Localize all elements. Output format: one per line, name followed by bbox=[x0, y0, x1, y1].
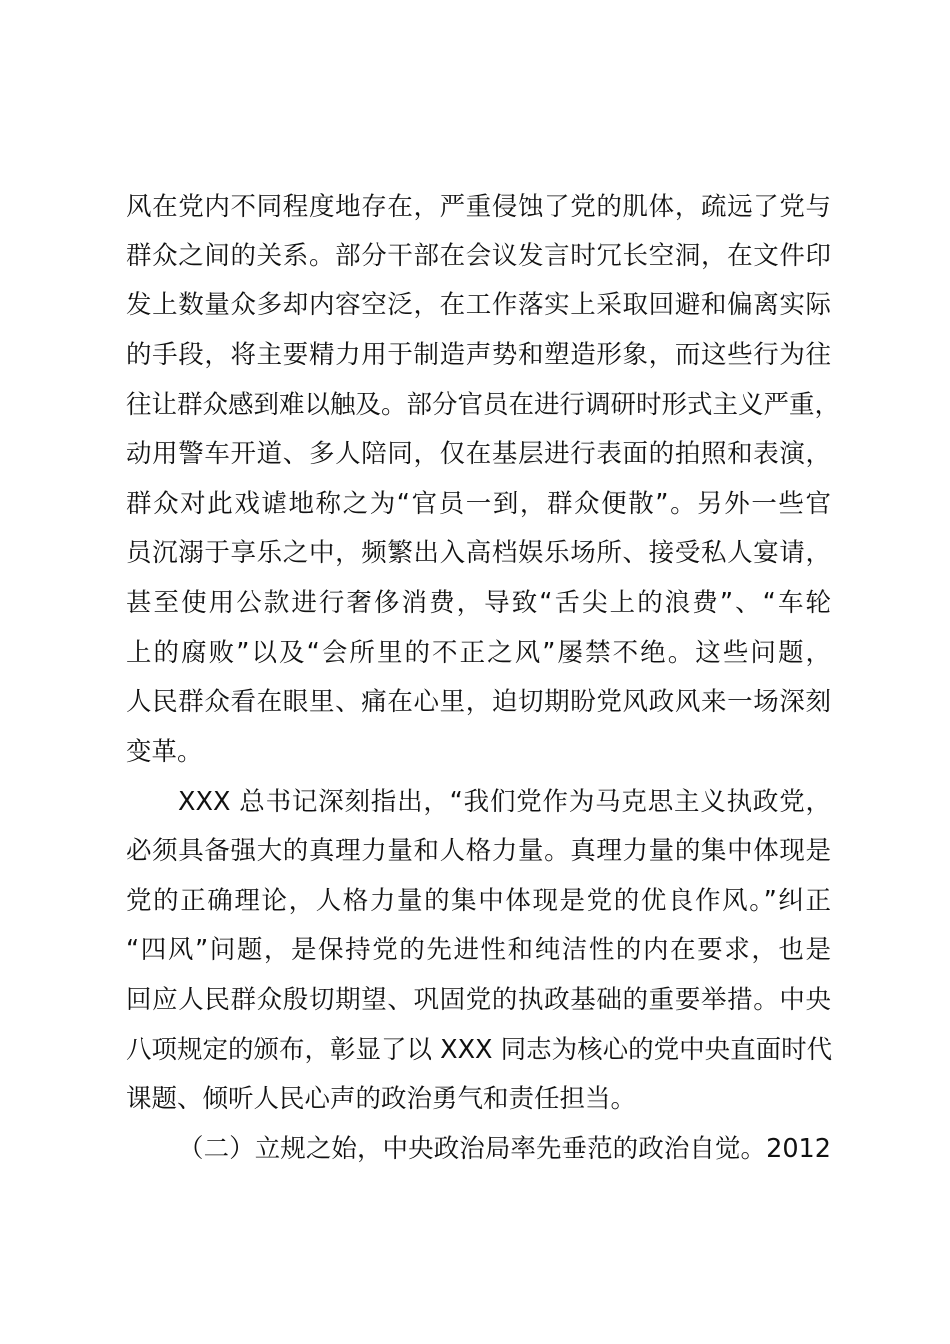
text-line: 必须具备强大的真理力量和人格力量。真理力量的集中体现是 bbox=[126, 836, 831, 866]
text-line: 风在党内不同程度地存在，严重侵蚀了党的肌体，疏远了党与 bbox=[126, 192, 831, 222]
text-line: 八项规定的颁布，彰显了以 XXX 同志为核心的党中央直面时代 bbox=[126, 1035, 833, 1065]
text-line: 动用警车开道、多人陪同，仅在基层进行表面的拍照和表演， bbox=[126, 439, 831, 469]
text-line: 变革。 bbox=[126, 737, 203, 767]
text-line: 群众对此戏谑地称之为“官员一到，群众便散”。另外一些官 bbox=[126, 489, 831, 519]
text-line: 人民群众看在眼里、痛在心里，迫切期盼党风政风来一场深刻 bbox=[126, 687, 831, 717]
text-line: 群众之间的关系。部分干部在会议发言时冗长空洞，在文件印 bbox=[126, 241, 831, 271]
section-heading-line: （二）立规之始，中央政治局率先垂范的政治自觉。2012 bbox=[178, 1134, 831, 1164]
text-line: 回应人民群众殷切期望、巩固党的执政基础的重要举措。中央 bbox=[126, 985, 831, 1015]
text-line: 发上数量众多却内容空泛，在工作落实上采取回避和偏离实际 bbox=[126, 290, 831, 320]
text-line: 往让群众感到难以触及。部分官员在进行调研时形式主义严重， bbox=[126, 390, 841, 420]
text-line: 甚至使用公款进行奢侈消费，导致“舌尖上的浪费”、“车轮 bbox=[126, 588, 831, 618]
text-line: “四风”问题，是保持党的先进性和纯洁性的内在要求，也是 bbox=[126, 935, 831, 965]
text-line: 课题、倾听人民心声的政治勇气和责任担当。 bbox=[126, 1084, 637, 1114]
text-line: 上的腐败”以及“会所里的不正之风”屡禁不绝。这些问题， bbox=[126, 638, 831, 668]
text-line: 的手段，将主要精力用于制造声势和塑造形象，而这些行为往 bbox=[126, 340, 831, 370]
paragraph-first-line: XXX 总书记深刻指出，“我们党作为马克思主义执政党， bbox=[178, 787, 831, 817]
text-line: 员沉溺于享乐之中，频繁出入高档娱乐场所、接受私人宴请， bbox=[126, 538, 831, 568]
text-line: 党的正确理论，人格力量的集中体现是党的优良作风。”纠正 bbox=[126, 886, 831, 916]
